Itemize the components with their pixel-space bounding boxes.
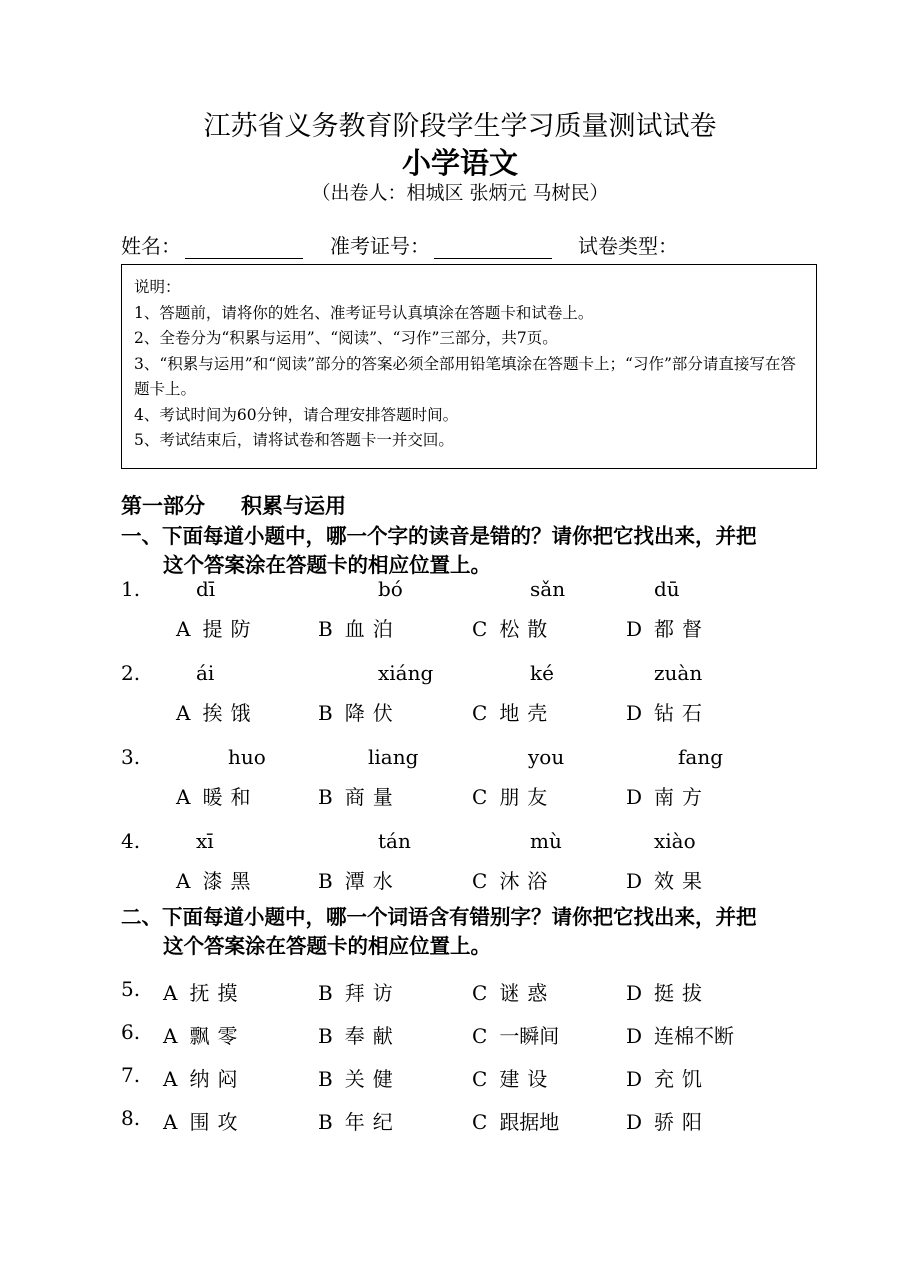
option-word: 跟据地 bbox=[499, 1110, 560, 1134]
answer-option-a[interactable] bbox=[176, 781, 258, 810]
option-letter: B bbox=[318, 785, 333, 809]
pinyin-annotation: ké bbox=[530, 661, 554, 685]
option-letter: C bbox=[472, 1024, 488, 1048]
pinyin-annotation: you bbox=[528, 745, 565, 769]
option-letter: A bbox=[176, 869, 191, 893]
answer-option-a[interactable] bbox=[163, 1106, 245, 1135]
option-letter: A bbox=[163, 1067, 178, 1091]
option-word: 谜惑 bbox=[499, 981, 556, 1005]
answer-option-c[interactable] bbox=[472, 977, 555, 1006]
instruction-item: 3、“积累与运用”和“阅读”部分的答案必须全部用铅笔填涂在答题卡上；“习作”部分请直接写在答题卡上。 bbox=[134, 354, 796, 398]
answer-option-c[interactable] bbox=[472, 1106, 559, 1135]
pinyin-annotation: mù bbox=[530, 829, 562, 853]
option-letter: B bbox=[318, 1110, 333, 1134]
option-letter: B bbox=[318, 981, 333, 1005]
option-word: 挨饿 bbox=[202, 701, 259, 725]
pinyin-annotation: xī bbox=[196, 829, 214, 853]
instructions-heading: 说明： bbox=[134, 278, 181, 296]
option-word: 连棉不断 bbox=[654, 1024, 735, 1048]
option-letter: A bbox=[176, 785, 191, 809]
option-letter: B bbox=[318, 701, 333, 725]
answer-option-b[interactable] bbox=[318, 1020, 401, 1049]
paper-type-label: 试卷类型： bbox=[578, 234, 678, 258]
answer-option-c[interactable] bbox=[472, 613, 555, 642]
option-word: 挺拔 bbox=[654, 981, 711, 1005]
answer-option-a[interactable] bbox=[176, 697, 258, 726]
pinyin-annotation: zuàn bbox=[654, 661, 703, 685]
instructions-box bbox=[121, 264, 817, 469]
option-word: 潭水 bbox=[344, 869, 401, 893]
answer-option-c[interactable] bbox=[472, 1063, 555, 1092]
answer-option-d[interactable] bbox=[626, 1063, 710, 1092]
answer-option-d[interactable] bbox=[626, 977, 710, 1006]
option-word: 关健 bbox=[344, 1067, 401, 1091]
option-letter: D bbox=[626, 701, 643, 725]
section-1-heading bbox=[121, 522, 757, 580]
option-word: 沐浴 bbox=[499, 869, 556, 893]
part-heading bbox=[121, 490, 346, 520]
option-letter: A bbox=[163, 981, 178, 1005]
option-word: 暖和 bbox=[202, 785, 259, 809]
answer-option-b[interactable] bbox=[318, 977, 401, 1006]
option-word: 拜访 bbox=[344, 981, 401, 1005]
question-number: 3. bbox=[121, 745, 141, 769]
question-number: 8. bbox=[121, 1106, 141, 1130]
option-word: 奉献 bbox=[344, 1024, 401, 1048]
pinyin-annotation: liang bbox=[368, 745, 419, 769]
option-letter: D bbox=[626, 617, 643, 641]
option-word: 血泊 bbox=[344, 617, 401, 641]
question-number: 1. bbox=[121, 577, 141, 601]
answer-option-c[interactable] bbox=[472, 781, 555, 810]
part-name: 积累与运用 bbox=[241, 494, 346, 518]
answer-option-a[interactable] bbox=[176, 865, 258, 894]
answer-option-a[interactable] bbox=[163, 1020, 245, 1049]
section-1-line-1: 一、下面每道小题中，哪一个字的读音是错的？请你把它找出来，并把 bbox=[121, 524, 757, 548]
section-2-heading bbox=[121, 903, 757, 961]
answer-option-a[interactable] bbox=[163, 1063, 245, 1092]
option-word: 纳闷 bbox=[189, 1067, 246, 1091]
pinyin-annotation: xiáng bbox=[378, 661, 434, 685]
option-word: 抚摸 bbox=[189, 981, 246, 1005]
option-word: 一瞬间 bbox=[499, 1024, 560, 1048]
option-word: 南方 bbox=[654, 785, 711, 809]
answer-option-b[interactable] bbox=[318, 613, 401, 642]
answer-option-d[interactable] bbox=[626, 1020, 734, 1049]
pinyin-annotation: ái bbox=[196, 661, 215, 685]
option-word: 飘零 bbox=[189, 1024, 246, 1048]
option-letter: A bbox=[163, 1024, 178, 1048]
answer-option-d[interactable] bbox=[626, 781, 710, 810]
option-word: 提防 bbox=[202, 617, 259, 641]
option-word: 松散 bbox=[499, 617, 556, 641]
instruction-item: 2、全卷分为“积累与运用”、“阅读”、“习作”三部分，共7页。 bbox=[134, 329, 558, 347]
option-letter: C bbox=[472, 869, 488, 893]
option-letter: C bbox=[472, 701, 488, 725]
option-word: 建设 bbox=[499, 1067, 556, 1091]
pinyin-annotation: sǎn bbox=[530, 577, 566, 601]
option-word: 漆黑 bbox=[202, 869, 259, 893]
exam-title: 江苏省义务教育阶段学生学习质量测试试卷 bbox=[203, 111, 717, 142]
answer-option-b[interactable] bbox=[318, 697, 401, 726]
answer-option-b[interactable] bbox=[318, 865, 401, 894]
answer-option-d[interactable] bbox=[626, 697, 710, 726]
option-letter: A bbox=[163, 1110, 178, 1134]
question-number: 7. bbox=[121, 1063, 141, 1087]
option-letter: D bbox=[626, 1024, 643, 1048]
option-letter: B bbox=[318, 869, 333, 893]
exam-number-field bbox=[330, 230, 552, 259]
answer-option-a[interactable] bbox=[176, 613, 258, 642]
option-letter: C bbox=[472, 617, 488, 641]
option-word: 充饥 bbox=[654, 1067, 711, 1091]
pinyin-annotation: dū bbox=[654, 577, 680, 601]
option-letter: D bbox=[626, 1110, 643, 1134]
pinyin-annotation: dī bbox=[196, 577, 216, 601]
option-letter: C bbox=[472, 1110, 488, 1134]
option-letter: D bbox=[626, 869, 643, 893]
option-letter: B bbox=[318, 617, 333, 641]
option-word: 都督 bbox=[654, 617, 711, 641]
option-letter: D bbox=[626, 981, 643, 1005]
section-1-line-2: 这个答案涂在答题卡的相应位置上。 bbox=[163, 553, 491, 577]
pinyin-annotation: huo bbox=[228, 745, 266, 769]
exam-number-label: 准考证号： bbox=[330, 234, 430, 258]
answer-option-c[interactable] bbox=[472, 697, 555, 726]
option-word: 钻石 bbox=[654, 701, 711, 725]
pinyin-annotation: xiào bbox=[654, 829, 696, 853]
option-word: 朋友 bbox=[499, 785, 556, 809]
option-letter: A bbox=[176, 617, 191, 641]
option-word: 商量 bbox=[344, 785, 401, 809]
answer-option-d[interactable] bbox=[626, 1106, 710, 1135]
pinyin-annotation: fang bbox=[678, 745, 724, 769]
option-word: 降伏 bbox=[344, 701, 401, 725]
name-blank[interactable] bbox=[185, 240, 303, 259]
part-label: 第一部分 bbox=[121, 494, 205, 518]
answer-option-d[interactable] bbox=[626, 865, 710, 894]
option-letter: C bbox=[472, 981, 488, 1005]
option-letter: C bbox=[472, 785, 488, 809]
option-letter: D bbox=[626, 785, 643, 809]
name-label: 姓名： bbox=[121, 234, 181, 258]
instruction-item: 1、答题前，请将你的姓名、准考证号认真填涂在答题卡和试卷上。 bbox=[134, 303, 594, 322]
instruction-item: 5、考试结束后，请将试卷和答题卡一并交回。 bbox=[134, 431, 454, 449]
answer-option-b[interactable] bbox=[318, 1063, 401, 1092]
option-word: 效果 bbox=[654, 869, 711, 893]
section-2-line-1: 二、下面每道小题中，哪一个词语含有错别字？请你把它找出来，并把 bbox=[121, 905, 757, 929]
answer-option-c[interactable] bbox=[472, 865, 555, 894]
question-number: 2. bbox=[121, 661, 141, 685]
option-word: 骄阳 bbox=[654, 1110, 711, 1134]
paper-type-field bbox=[578, 230, 678, 259]
section-2-line-2: 这个答案涂在答题卡的相应位置上。 bbox=[163, 934, 491, 958]
option-word: 围攻 bbox=[189, 1110, 246, 1134]
question-number: 4. bbox=[121, 829, 141, 853]
pinyin-annotation: bó bbox=[378, 577, 403, 601]
option-letter: D bbox=[626, 1067, 643, 1091]
exam-number-blank[interactable] bbox=[434, 240, 552, 259]
option-letter: B bbox=[318, 1024, 333, 1048]
pinyin-annotation: tán bbox=[378, 829, 411, 853]
question-number: 5. bbox=[121, 977, 141, 1001]
answer-option-a[interactable] bbox=[163, 977, 245, 1006]
subject-title: 小学语文 bbox=[401, 146, 518, 180]
option-word: 地壳 bbox=[499, 701, 556, 725]
name-field bbox=[121, 230, 303, 259]
option-letter: A bbox=[176, 701, 191, 725]
instruction-item: 4、考试时间为60分钟，请合理安排答题时间。 bbox=[134, 405, 459, 424]
option-letter: C bbox=[472, 1067, 488, 1091]
answer-option-d[interactable] bbox=[626, 613, 710, 642]
option-letter: B bbox=[318, 1067, 333, 1091]
answer-option-c[interactable] bbox=[472, 1020, 559, 1049]
answer-option-b[interactable] bbox=[318, 1106, 401, 1135]
option-word: 年纪 bbox=[344, 1110, 401, 1134]
answer-option-b[interactable] bbox=[318, 781, 401, 810]
question-number: 6. bbox=[121, 1020, 141, 1044]
authors-line: （出卷人：相城区 张炳元 马树民） bbox=[311, 182, 609, 204]
